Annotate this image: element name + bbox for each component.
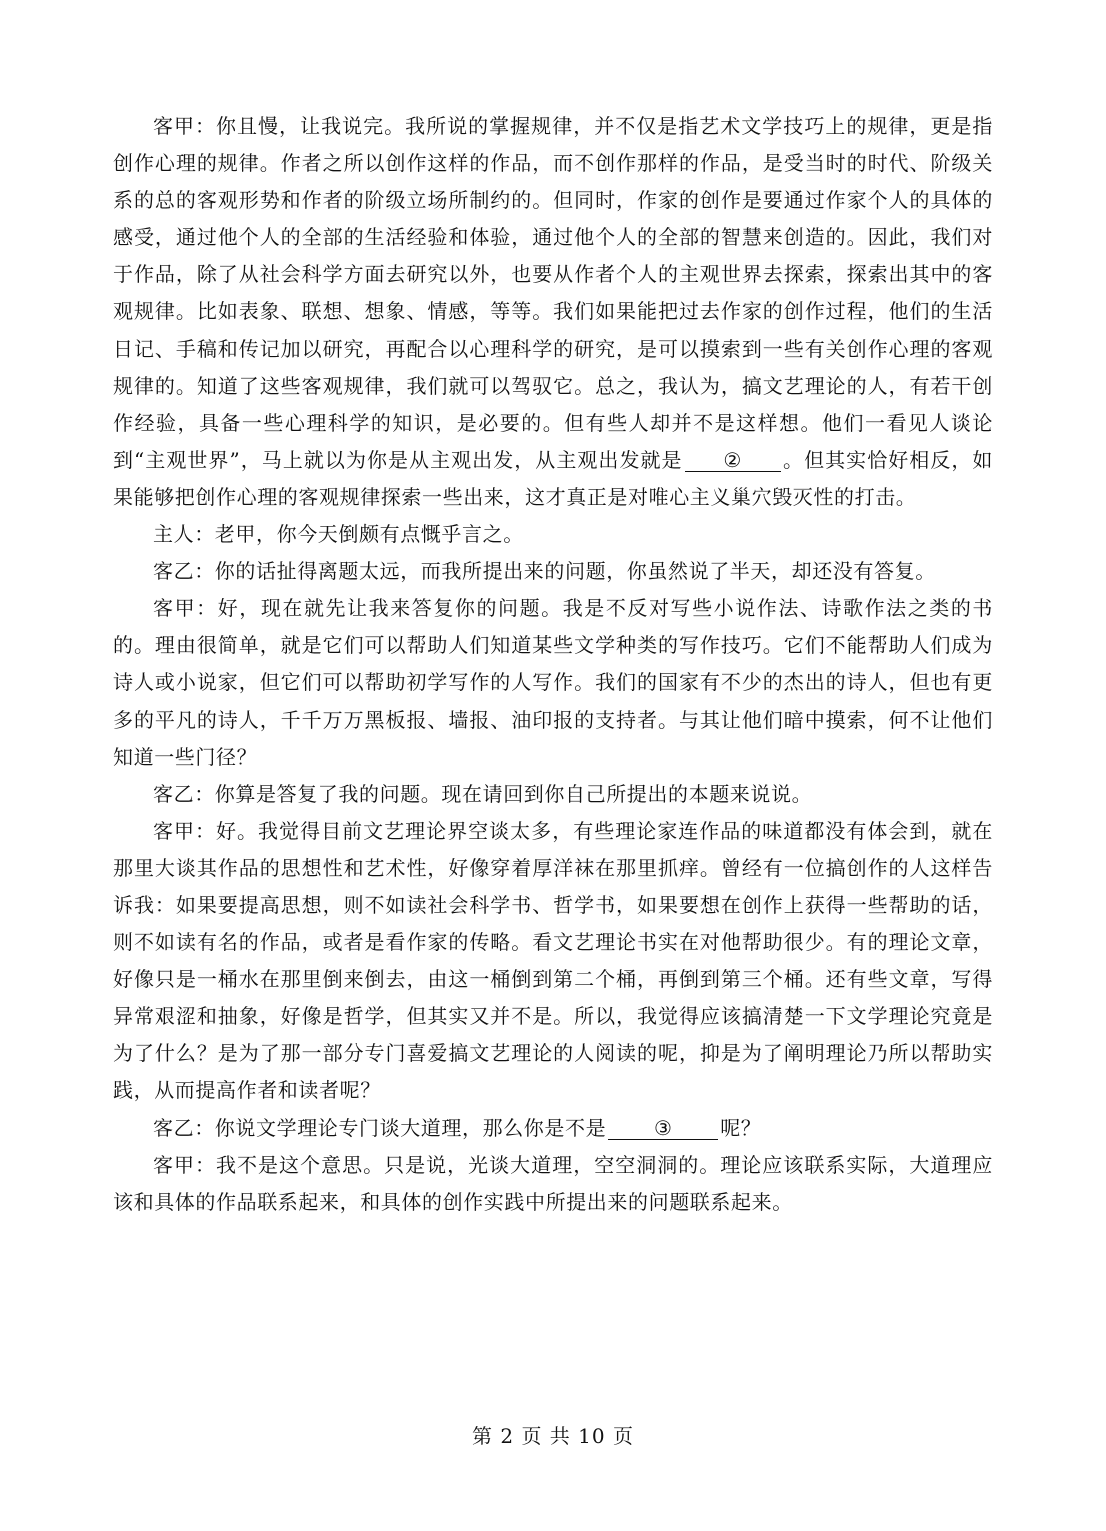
document-body: [113, 108, 993, 1221]
fill-blank-3: ③: [608, 1117, 718, 1140]
paragraph-7-continuation: 呢？: [720, 1115, 762, 1140]
paragraph-7: [113, 1110, 993, 1147]
paragraph-8: 客甲：我不是这个意思。只是说，光谈大道理，空空洞洞的。理论应该联系实际，大道理应该和具体的作品联系起来，和具体的创作实践中所提出来的问题联系起来。: [113, 1152, 993, 1214]
paragraph-7-text: 客乙：你说文学理论专门谈大道理，那么你是不是: [153, 1115, 607, 1140]
paragraph-5: 客乙：你算是答复了我的问题。现在请回到你自己所提出的本题来说说。: [153, 781, 813, 806]
fill-blank-2: ②: [685, 449, 781, 472]
paragraph-3: 客乙：你的话扯得离题太远，而我所提出来的问题，你虽然说了半天，却还没有答复。: [153, 559, 936, 584]
paragraph-6: 客甲：好。我觉得目前文艺理论界空谈太多，有些理论家连作品的味道都没有体会到，就在那里大谈其作品的思想性和艺术性，好像穿着厚洋袜在那里抓痒。曾经有一位搞创作的人这样告诉我：如果要提高思想，则不如读社会科学书、哲学书，如果要想在创作上获得一些帮助的话，则不如读有名的作品，或者是看作家的传略。看文艺理论书实在对他帮助很少。有的理论文章，好像只是一桶水在那里倒来倒去，由这一桶倒到第二个桶，再倒到第三个桶。还有些文章，写得异常艰涩和抽象，好像是哲学，但其实又并不是。所以，我觉得应该搞清楚一下文学理论究竟是为了什么？是为了那一部分专门喜爱搞文艺理论的人阅读的呢，抑是为了阐明理论乃所以帮助实践，从而提高作者和读者呢？: [113, 818, 993, 1103]
page-number-footer: 第 2 页 共 10 页: [472, 1424, 634, 1448]
paragraph-4: 客甲：好，现在就先让我来答复你的问题。我是不反对写些小说作法、诗歌作法之类的书的。理由很简单，就是它们可以帮助人们知道某些文学种类的写作技巧。它们不能帮助人们成为诗人或小说家，但它们可以帮助初学写作的人写作。我们的国家有不少的杰出的诗人，但也有更多的平凡的诗人，千千万万黑板报、墙报、油印报的支持者。与其让他们暗中摸索，何不让他们知道一些门径？: [113, 596, 993, 769]
paragraph-1-continuation: 。但其实恰好相反，如果能够把创作心理的客观规律探索一些出来，这才真正是对唯心主义巢穴毁灭性的打击。: [113, 447, 994, 509]
paragraph-1-text: 客甲：你且慢，让我说完。我所说的掌握规律，并不仅是指艺术文学技巧上的规律，更是指创作心理的规律。作者之所以创作这样的作品，而不创作那样的作品，是受当时的时代、阶级关系的总的客观形势和作者的阶级立场所制约的。但同时，作家的创作是要通过作家个人的具体的感受，通过他个人的全部的生活经验和体验，通过他个人的全部的智慧来创造的。因此，我们对于作品，除了从社会科学方面去研究以外，也要从作者个人的主观世界去探索，探索出其中的客观规律。比如表象、联想、想象、情感，等等。我们如果能把过去作家的创作过程，他们的生活日记、手稿和传记加以研究，再配合以心理科学的研究，是可以摸索到一些有关创作心理的客观规律的。知道了这些客观规律，我们就可以驾驭它。总之，我认为，搞文艺理论的人，有若干创作经验，具备一些心理科学的知识，是必要的。但有些人却并不是这样想。他们一看见人谈论到“主观世界”，马上就以为你是从主观出发，从主观出发就是: [113, 114, 993, 472]
paragraph-1: [113, 108, 993, 516]
paragraph-2: 主人：老甲，你今天倒颇有点慨乎言之。: [153, 522, 524, 547]
